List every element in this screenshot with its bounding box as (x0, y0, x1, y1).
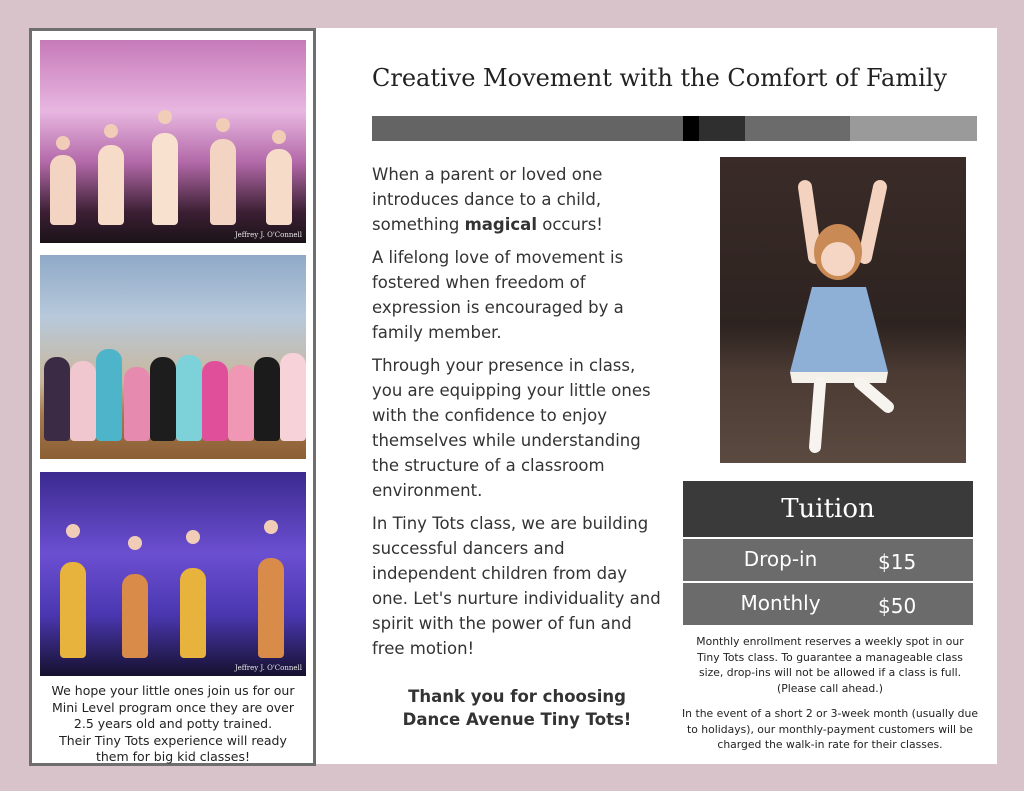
body-paragraph: In Tiny Tots class, we are building successful dancers and independent children from day one. Let's nurture individuality and spirit with the power of fun and free motion! (372, 514, 661, 658)
dancer-head (158, 110, 172, 124)
child-figure (176, 355, 202, 441)
child-figure (280, 353, 306, 441)
decorative-bar-segment (372, 116, 683, 141)
magical-emphasis: magical (464, 215, 537, 234)
photo-watermark: Jeffrey J. O'Connell (234, 231, 302, 239)
girl-illustration (720, 157, 966, 463)
thank-you-message: Thank you for choosing Dance Avenue Tiny Tots! (402, 687, 632, 729)
enrollment-note: Monthly enrollment reserves a weekly spot in our Tiny Tots class. To guarantee a manageable class size, drop-ins will not be allowed if a class is full. (Please call ahead.) (696, 635, 964, 695)
tuition-header: Tuition (683, 481, 973, 537)
tuition-price: $15 (878, 550, 917, 574)
dancer-head (56, 136, 70, 150)
photo-watermark: Jeffrey J. O'Connell (234, 664, 302, 672)
dancer-figure (180, 568, 206, 658)
dancer-figure (50, 155, 76, 225)
child-figure (124, 367, 150, 441)
tuition-price: $50 (878, 594, 917, 618)
girl-dancing-photo (720, 157, 966, 463)
dancer-figure (210, 139, 236, 225)
dancer-head (272, 130, 286, 144)
body-paragraph: A lifelong love of movement is fostered when freedom of expression is encouraged by a family member. (372, 248, 624, 342)
short-month-note: In the event of a short 2 or 3-week month (usually due to holidays), our monthly-payment customers will be charged the walk-in rate for their classes. (682, 707, 978, 751)
dancer-figure (152, 133, 178, 225)
dancer-head (104, 124, 118, 138)
child-figure (254, 357, 280, 441)
dancer-head (216, 118, 230, 132)
child-figure (202, 361, 228, 441)
tuition-label: Monthly (740, 591, 821, 615)
dancer-figure (266, 149, 292, 225)
child-figure (96, 349, 122, 441)
dancer-head (128, 536, 142, 550)
costume-stage-photo (40, 472, 306, 676)
dancer-figure (60, 562, 86, 658)
child-figure (44, 357, 70, 441)
child-figure (150, 357, 176, 441)
dancer-head (66, 524, 80, 538)
left-photo-column (29, 28, 316, 766)
decorative-bar-segment (683, 116, 699, 141)
page-title: Creative Movement with the Comfort of Family (372, 64, 948, 92)
body-paragraph: Through your presence in class, you are equipping your little ones with the confidence to enjoy themselves while understanding the structure of a classroom environment. (372, 356, 651, 500)
decorative-bar-segment (850, 116, 977, 141)
child-figure (228, 365, 254, 441)
dancer-head (186, 530, 200, 544)
dancer-figure (258, 558, 284, 658)
decorative-bar-segment (699, 116, 745, 141)
program-caption: We hope your little ones join us for our Mini Level program once they are over 2.5 years old and potty trained. Their Tiny Tots experience will ready them for big kid classes! (51, 683, 295, 764)
dancer-figure (122, 574, 148, 658)
tuition-row-monthly (683, 583, 973, 625)
tuition-row-drop-in (683, 539, 973, 581)
flyer-page (29, 28, 997, 764)
tuition-label: Drop-in (743, 547, 818, 571)
dancer-figure (98, 145, 124, 225)
decorative-bar-segment (745, 116, 850, 141)
dancer-head (264, 520, 278, 534)
stage-ballet-photo (40, 40, 306, 243)
child-figure (70, 361, 96, 441)
body-text (372, 162, 667, 669)
body-paragraph: When a parent or loved one introduces dance to a child, something magical occurs! (372, 165, 603, 234)
studio-group-photo (40, 255, 306, 459)
